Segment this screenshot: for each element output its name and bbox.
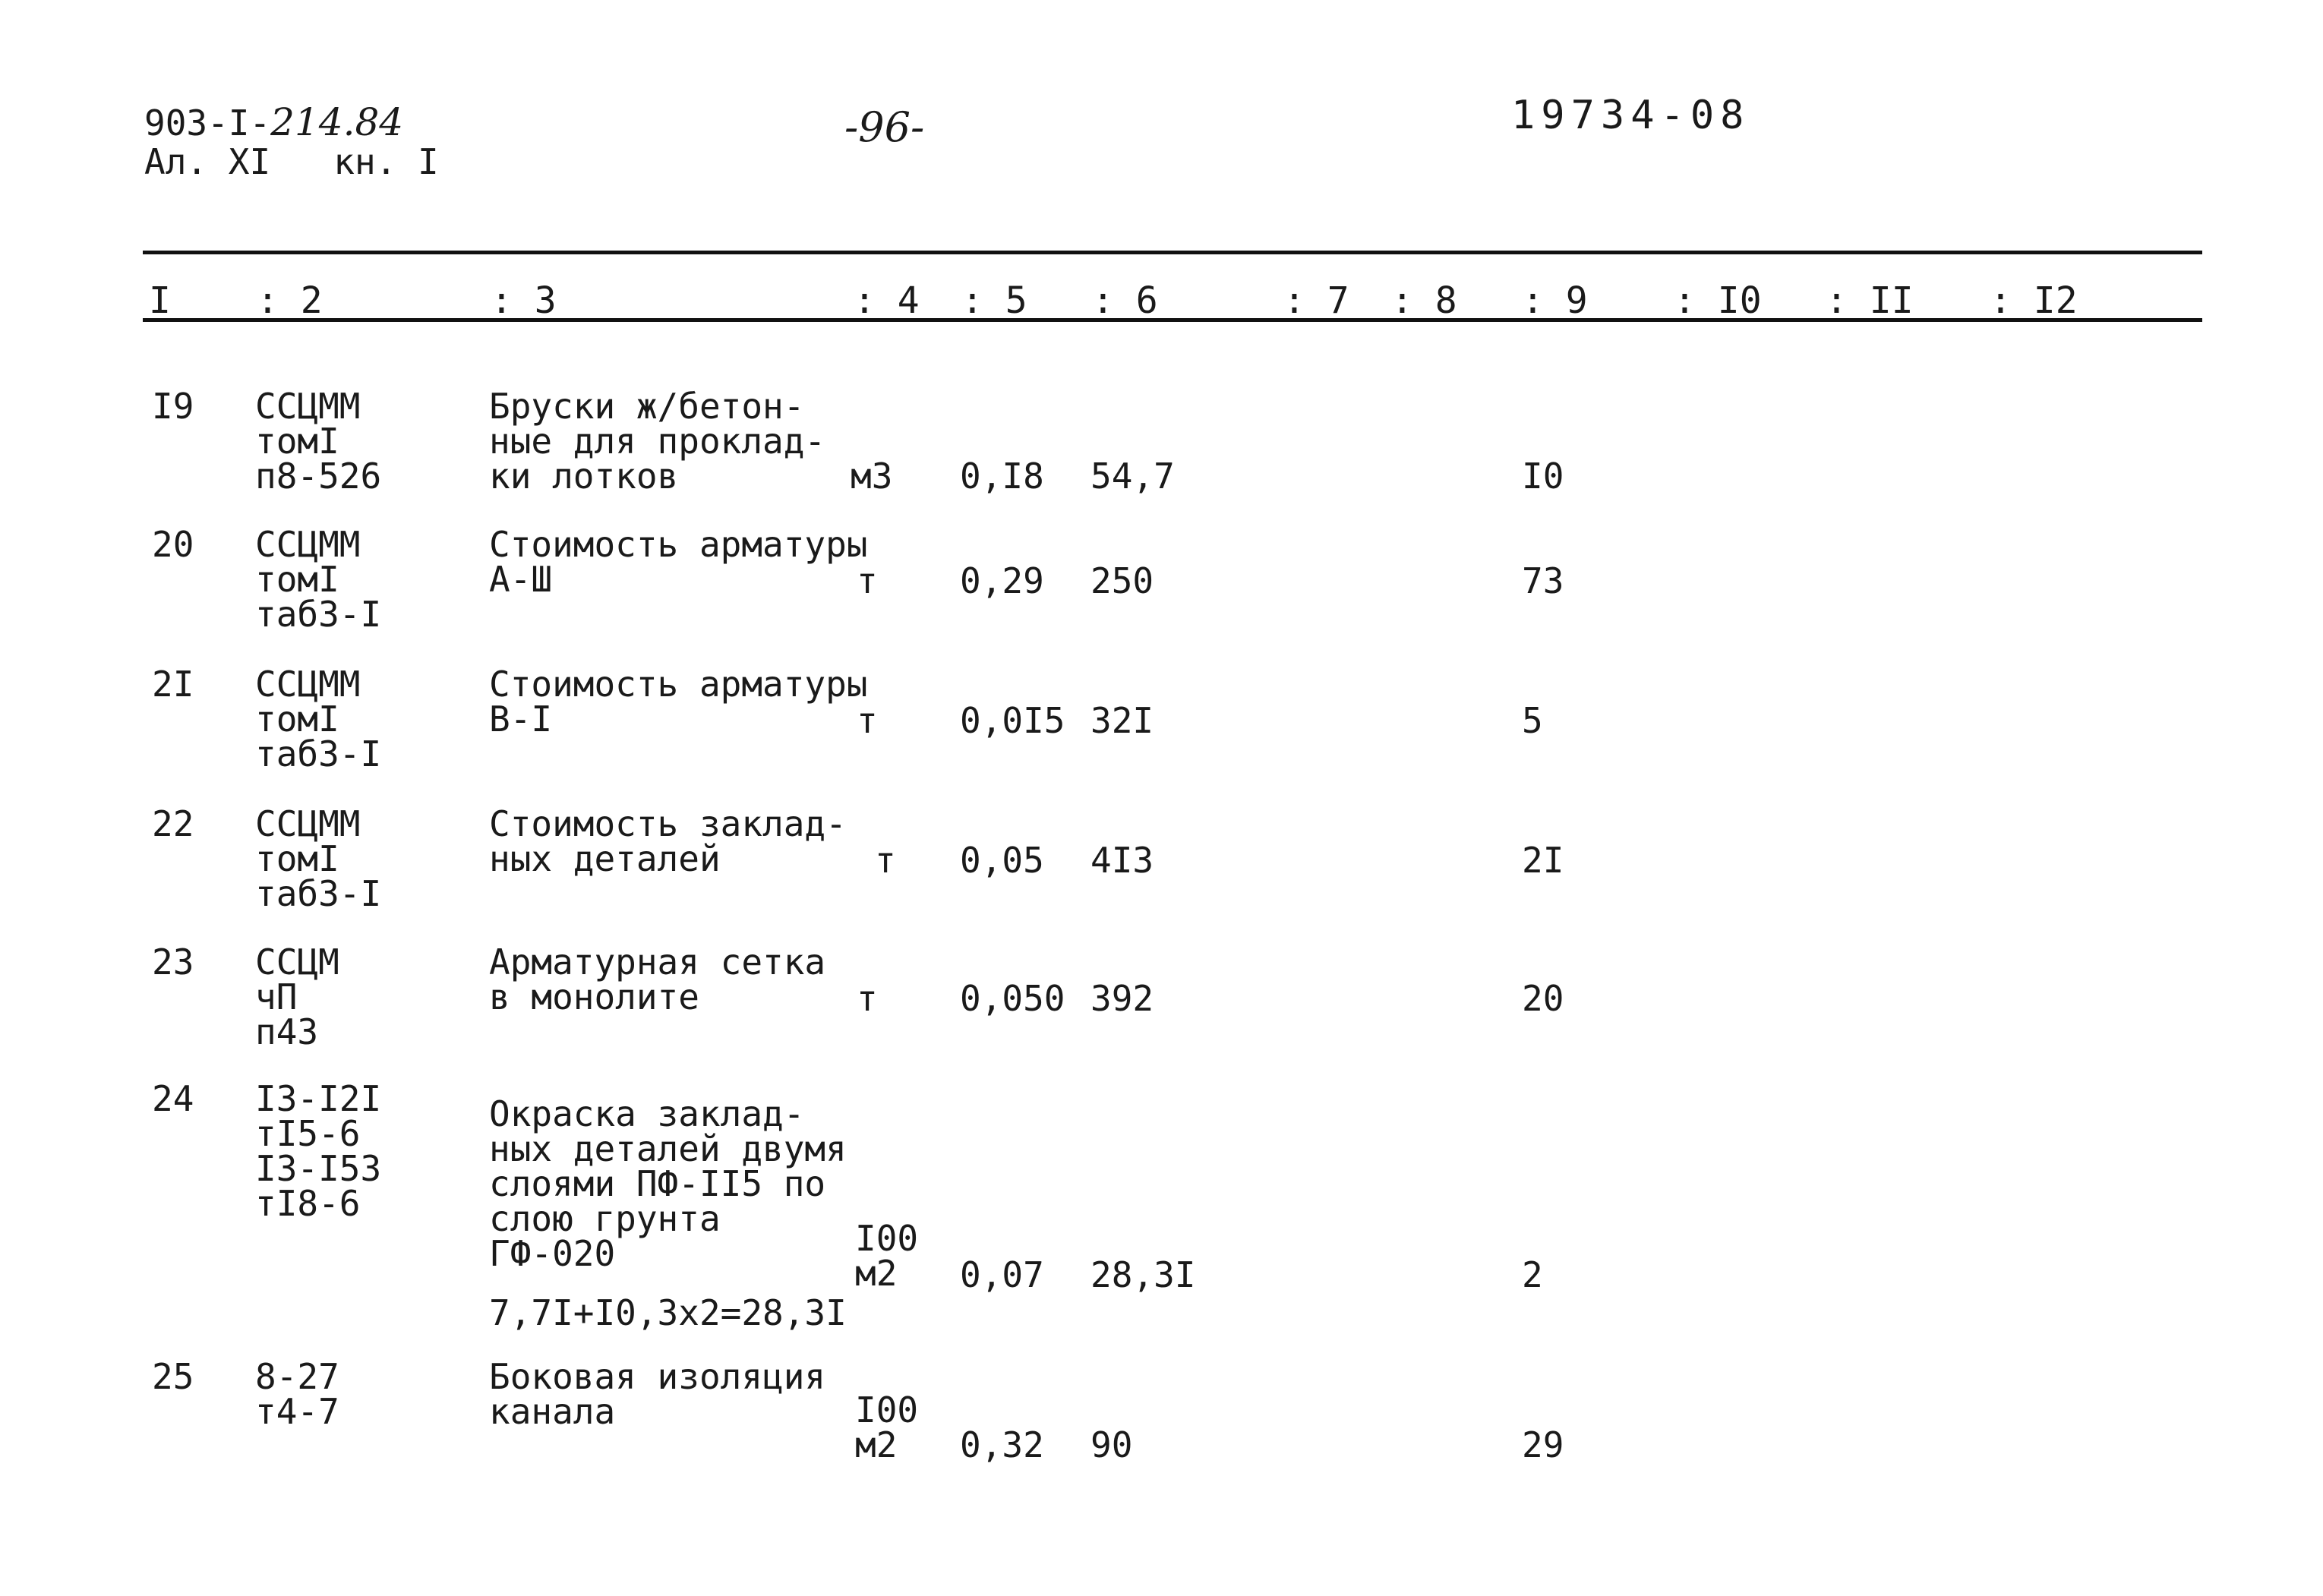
row-description: Арматурная сетка в монолите: [489, 942, 826, 1017]
row-unit-price: 32I: [1090, 700, 1154, 741]
col-header-1: I: [149, 279, 171, 322]
row-quantity: 0,05: [960, 840, 1044, 881]
col-header-4: : 4: [854, 279, 920, 322]
row-unit: т: [857, 700, 878, 741]
row-quantity: 0,29: [960, 560, 1044, 601]
row-quantity: 0,07: [960, 1254, 1044, 1295]
row-description: Стоимость арматуры В-I: [489, 664, 868, 740]
row-unit: т: [857, 560, 878, 601]
row-number: 22: [152, 803, 194, 844]
row-number: 2I: [152, 664, 194, 705]
row-description: Боковая изоляция канала: [489, 1356, 826, 1432]
col-header-11: : II: [1826, 279, 1914, 322]
row-unit-price: 392: [1090, 978, 1154, 1019]
row-number: 24: [152, 1078, 194, 1119]
col-header-6: : 6: [1092, 279, 1158, 322]
row-unit: I00 м2: [855, 1389, 919, 1465]
row-total: 73: [1522, 560, 1564, 601]
row-reference: ССЦММ томI таб3-I: [255, 664, 382, 774]
header-rule-top: [143, 251, 2202, 254]
row-unit-price: 250: [1090, 560, 1154, 601]
row-quantity: 0,050: [960, 978, 1065, 1019]
row-quantity: 0,32: [960, 1424, 1044, 1465]
album-line: Ал. XI кн. I: [144, 141, 439, 182]
row-unit: I00 м2: [855, 1218, 919, 1294]
col-header-9: : 9: [1522, 279, 1588, 322]
row-number: 23: [152, 942, 194, 983]
row-unit-price: 90: [1090, 1424, 1133, 1465]
row-reference: ССЦММ томI п8-526: [255, 386, 382, 497]
row-description: Стоимость заклад- ных деталей: [489, 803, 847, 879]
row-unit-price: 4I3: [1090, 840, 1154, 881]
row-total: 2: [1522, 1254, 1543, 1295]
row-quantity: 0,I8: [960, 456, 1044, 497]
col-header-5: : 5: [961, 279, 1027, 322]
series-handwritten: 214.84: [270, 100, 404, 144]
row-description: Бруски ж/бетон- ные для проклад- ки лотков: [489, 386, 826, 497]
row-reference: 8-27 т4-7: [255, 1356, 339, 1432]
row-number: 20: [152, 524, 194, 565]
row-total: I0: [1522, 456, 1564, 497]
row-unit: т: [857, 978, 878, 1019]
document-code: 19734-08: [1511, 93, 1750, 138]
row-unit-price: 54,7: [1090, 456, 1175, 497]
row-total: 29: [1522, 1424, 1564, 1465]
series-prefix: 903-I-: [144, 103, 271, 144]
row-number: I9: [152, 386, 194, 427]
row-reference: I3-I2I тI5-6 I3-I53 тI8-6: [255, 1078, 382, 1224]
row-total: 2I: [1522, 840, 1564, 881]
row-unit: т: [875, 840, 896, 881]
page-number: -96-: [844, 103, 925, 151]
col-header-12: : I2: [1990, 279, 2078, 322]
row-total: 5: [1522, 700, 1543, 741]
col-header-2: : 2: [257, 279, 323, 322]
row-reference: ССЦМ чП п43: [255, 942, 339, 1052]
col-header-8: : 8: [1391, 279, 1457, 322]
row-description: Стоимость арматуры А-Ш: [489, 524, 868, 600]
row-reference: ССЦММ томI таб3-I: [255, 803, 382, 914]
row-reference: ССЦММ томI таб3-I: [255, 524, 382, 635]
row-total: 20: [1522, 978, 1564, 1019]
row-description: Окраска заклад- ных деталей двумя слоями ПФ-II5 по слою грунта ГФ-020: [489, 1093, 847, 1274]
row-unit: м3: [851, 456, 893, 497]
series-number: [144, 100, 404, 144]
row-calculation: 7,7I+I0,3x2=28,3I: [489, 1292, 847, 1333]
row-number: 25: [152, 1356, 194, 1397]
col-header-3: : 3: [491, 279, 557, 322]
col-header-7: : 7: [1283, 279, 1349, 322]
col-header-10: : I0: [1674, 279, 1762, 322]
row-unit-price: 28,3I: [1090, 1254, 1196, 1295]
row-quantity: 0,0I5: [960, 700, 1065, 741]
